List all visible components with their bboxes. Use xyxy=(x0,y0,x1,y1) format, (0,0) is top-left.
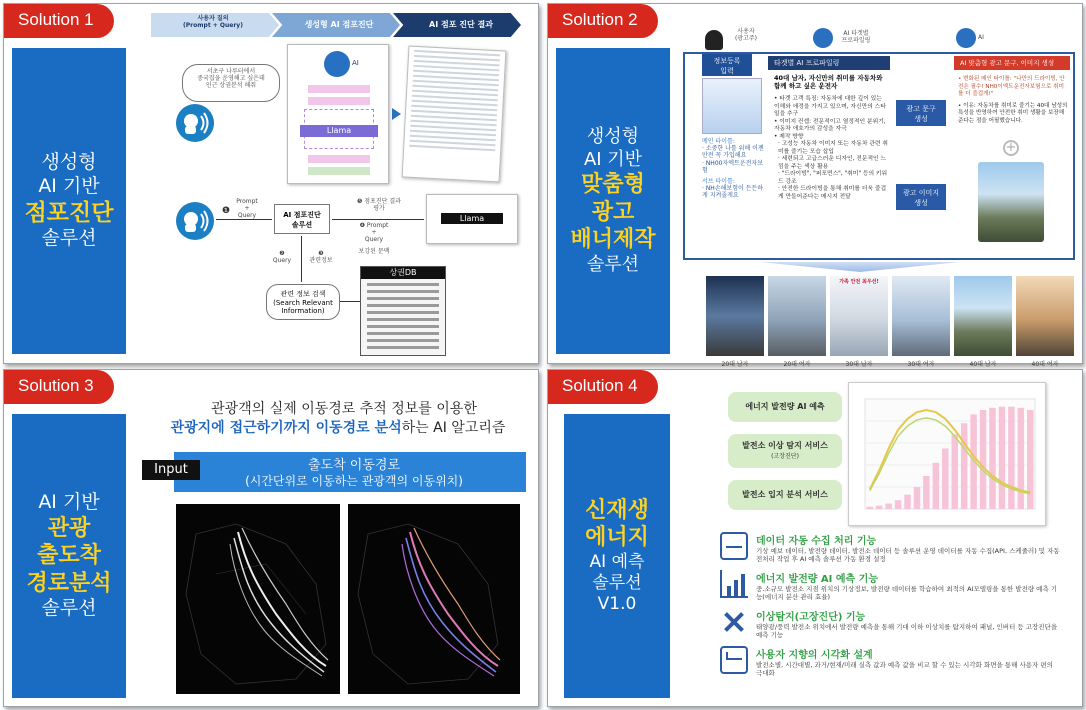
role-ai: AI xyxy=(978,34,984,41)
note-title-sub: 서브 타이틀: xyxy=(702,177,735,185)
role-advertiser: 사용자 (광고주) xyxy=(734,28,758,43)
solution2-panel xyxy=(547,3,1083,368)
ai-profiling-icon xyxy=(813,28,833,48)
thumb-label: 20대 남자 xyxy=(721,361,749,368)
db-panel xyxy=(360,266,446,356)
advertiser-icon xyxy=(705,30,723,50)
solution2-tag: Solution 2 xyxy=(548,4,658,38)
chart-icon xyxy=(720,570,748,598)
db-rows xyxy=(367,283,439,353)
sidebar-line-2: AI 기반 xyxy=(583,148,643,170)
feature-title: 데이터 자동 수집 처리 기능 xyxy=(756,536,877,547)
step3-label xyxy=(306,250,336,264)
feature-title: 이상탐지(고장진단) 기능 xyxy=(756,611,866,623)
feature-title: 사용자 지향의 시각화 설계 xyxy=(756,649,873,661)
voice-user-icon-2 xyxy=(176,202,214,240)
thumb-label: 20대 여자 xyxy=(783,361,811,368)
sidebar-highlight-2: 출도착 xyxy=(37,543,101,569)
down-arrow-icon xyxy=(760,262,960,272)
feature-title: 에너지 발전량 AI 예측 기능 xyxy=(756,573,878,585)
chart-bar xyxy=(1008,407,1014,509)
db-title: 상권DB xyxy=(361,267,445,279)
result-header: AI 맞춤형 광고 문구, 이미지 생성 xyxy=(954,56,1070,70)
model-diagram xyxy=(287,44,389,184)
result-document xyxy=(402,46,507,183)
service-pill-anomaly[interactable] xyxy=(728,434,842,468)
service-anomaly-label: 발전소 이상 탐지 서비스 xyxy=(742,441,828,450)
thumb-label: 30대 남자 xyxy=(845,361,873,368)
sidebar-line-last: 솔루션 xyxy=(41,227,97,250)
sidebar-line-1: 생성형 xyxy=(586,126,640,147)
input-title: 출도착 이동경로 xyxy=(307,458,401,473)
ad-thumbnail xyxy=(1016,276,1074,368)
sidebar-line-1: AI 기반 xyxy=(38,491,100,513)
thumb-caption: 가족 안전 최우선! xyxy=(839,279,879,285)
sidebar-line-2: AI 기반 xyxy=(38,174,100,197)
solution1-sidebar xyxy=(12,48,126,354)
forecast-dashboard xyxy=(848,382,1046,526)
service-pill-energy[interactable]: 에너지 발전량 AI 예측 xyxy=(728,392,842,422)
chart-bar xyxy=(980,410,986,509)
sidebar-line-last: 솔루션 xyxy=(41,597,97,620)
thumb-label: 30대 여자 xyxy=(907,361,935,368)
service-pill-location[interactable]: 발전소 입지 분석 서비스 xyxy=(728,480,842,510)
feature-list xyxy=(720,532,1060,678)
note-main-1: · 소중한 나를 위해 이젠안전 꼭 가입해요 xyxy=(702,145,764,160)
description-rest: 하는 AI 알고리즘 xyxy=(401,420,506,436)
sidebar-line-1: AI 예측 xyxy=(589,551,645,572)
solution3-sidebar xyxy=(12,414,126,698)
solution3-panel xyxy=(3,369,539,707)
sidebar-highlight-3: 배너제작 xyxy=(570,227,656,252)
generate-image-button[interactable]: 광고 이미지 생성 xyxy=(896,184,946,210)
chart-bar xyxy=(895,500,901,509)
profile-point: · 고성능 자동차 이미지 또는 자동차 관련 취미를 즐기는 모습 삽입 xyxy=(778,141,888,155)
thumb-row xyxy=(706,276,1074,368)
tools-icon xyxy=(720,608,748,636)
ad-thumbnail xyxy=(830,276,888,368)
description-line-1: 관광객의 실제 이동경로 추적 정보를 이용한 xyxy=(211,401,477,417)
llama-thumbnail xyxy=(426,194,518,244)
solution1-panel xyxy=(3,3,539,364)
profile-points xyxy=(774,96,888,201)
flow-line-2 xyxy=(332,219,424,220)
note-sub-1: · NH손해보험이 든든하게 지켜줄게요 xyxy=(702,185,764,200)
nh-ad-preview xyxy=(702,78,762,134)
profile-point: · 안전한 드라이빙을 통해 취미를 더욱 즐겁게 만들어준다는 메시지 전달 xyxy=(778,186,887,200)
feature-desc: 기상 예보 데이터, 발전량 데이터, 발전소 데이터 등 솔루션 운영 데이터를 자동 수집(API, 스케줄러) 및 자동 전처리 작업 후 AI 예측 솔루션 가동 환경 설정 xyxy=(756,547,1060,564)
sidebar-highlight-2: 광고 xyxy=(591,199,635,225)
icon-bar xyxy=(734,580,738,596)
feature-desc: 발전소별, 시간대별, 과거/현재/미래 실측 값과 예측 값을 비교 할 수 있는 시각화 화면을 통해 사용자 편의 극대화 xyxy=(756,660,1053,678)
ai-generator-icon xyxy=(956,28,976,48)
sidebar-highlight: 점포진단 xyxy=(24,199,114,226)
chart-bar xyxy=(1018,408,1024,509)
feature-item xyxy=(720,608,1060,640)
chart-bar xyxy=(970,414,976,509)
related-label: 관련정보 xyxy=(309,257,333,265)
route-map-raw xyxy=(176,504,340,694)
speech-bubble-text: 서초구 나루터에서 중국집을 운영해고 싶은데 인근 상권분석 해줘 xyxy=(197,68,265,90)
solution2-sidebar xyxy=(556,48,670,354)
sidebar-line-3: V1.0 xyxy=(597,594,637,615)
query-label: Query xyxy=(272,257,292,265)
step5-label: ❺ 점포진단 결과 평가 xyxy=(357,198,401,213)
chart-bar xyxy=(961,423,967,509)
icon-bar xyxy=(727,586,731,596)
service-anomaly-sub: (고장진단) xyxy=(771,453,799,460)
sidebar-line-last: 솔루션 xyxy=(586,253,640,275)
icon-bar xyxy=(741,574,745,596)
chart-bar xyxy=(952,434,958,509)
step2-label xyxy=(272,250,292,264)
chart-bar xyxy=(885,504,891,510)
llama-block: Llama xyxy=(300,125,378,137)
profile-point: · "드라이빙", "퍼포먼스", "취미" 등의 키워드 강조 xyxy=(778,171,888,185)
search-box: 관련 정보 검색 (Search Relevant Information) xyxy=(266,284,340,320)
note-main-2: · NH00자엑트운전자보험 xyxy=(702,159,764,174)
header-label-3: AI 점포 진단 결과 xyxy=(429,20,493,29)
arrow-right-icon xyxy=(392,108,401,120)
step4-label: ❹ Prompt + Query xyxy=(359,222,389,244)
chart-bar xyxy=(942,449,948,510)
route-map-colored xyxy=(348,504,520,694)
voice-user-icon xyxy=(176,104,214,142)
chart-bar xyxy=(914,487,920,509)
feature-item xyxy=(720,646,1060,678)
plus-icon: + xyxy=(1003,140,1019,156)
profile-point: · 세련되고 고급스러운 디자인, 전문적인 느낌을 주는 색상 활용 xyxy=(778,156,887,170)
profile-point: • 타겟 고객 특징: 자동차에 대한 깊이 있는 이해와 애정을 가지고 있으며, 자신만의 스타일을 추구 xyxy=(774,96,886,118)
result-point: • 변화된 메인 타이틀: "나만의 드라이빙, 안전은 필수! NH0이엑트운전자보험으로 취미를 더 즐겁게!" xyxy=(958,76,1065,98)
sidebar-highlight-1: 관광 xyxy=(47,515,91,541)
thumb-llama-block: Llama xyxy=(441,213,503,224)
diagram-block xyxy=(308,85,370,93)
icon-bar xyxy=(726,546,742,548)
flow-line-db xyxy=(340,301,360,302)
diagram-block xyxy=(308,97,370,105)
center-solution-box: AI 점포진단 솔루션 xyxy=(274,204,330,234)
solution4-tag: Solution 4 xyxy=(548,370,658,404)
ai-head-icon xyxy=(324,51,350,77)
generated-ad-image xyxy=(978,162,1044,242)
header-label-1: 사용자 질의 (Prompt + Query) xyxy=(183,15,243,30)
chart-bar xyxy=(904,495,910,509)
left-notes xyxy=(702,138,766,200)
chart-bar xyxy=(999,407,1005,509)
thumb-label: 40대 여자 xyxy=(1031,361,1059,368)
header-label-2: 생성형 AI 점포진단 xyxy=(304,20,374,29)
ad-thumbnail xyxy=(768,276,826,368)
diagram-block xyxy=(308,155,370,163)
input-label: Input xyxy=(142,460,200,480)
profile-point: • 제작 방향 xyxy=(774,133,804,140)
step1-marker: ❶ xyxy=(222,206,231,216)
chart-bar xyxy=(989,408,995,509)
feature-item xyxy=(720,532,1060,564)
ad-thumbnail xyxy=(954,276,1012,368)
solution4-sidebar xyxy=(564,414,670,698)
result-points xyxy=(958,76,1068,125)
step3-marker: ❸ xyxy=(318,250,324,257)
forecast-chart xyxy=(849,383,1045,525)
sidebar-line-2: 솔루션 xyxy=(592,572,642,593)
ad-thumbnail xyxy=(706,276,764,368)
doc-line xyxy=(409,145,495,151)
chart-bar xyxy=(1027,410,1033,509)
ai-label: AI xyxy=(352,59,359,67)
icon-bar xyxy=(726,652,742,660)
sidebar-line-1: 생성형 xyxy=(41,151,97,173)
role-ai-profiling: AI 타겟별 프로파일링 xyxy=(841,30,871,45)
profiling-header: 타겟별 AI 프로파일링 xyxy=(768,56,890,70)
chart-bar xyxy=(933,463,939,509)
generate-text-button[interactable]: 광고 문구 생성 xyxy=(896,100,946,126)
chart-bar xyxy=(867,507,873,509)
ad-thumbnail xyxy=(892,276,950,368)
profile-title: 40대 남자, 자신만의 취미를 자동차와 함께 하고 싶은 운전자 xyxy=(774,74,883,91)
data-collection-icon xyxy=(720,532,748,560)
input-subtitle: (시간단위로 이동하는 관광객의 이동위치) xyxy=(245,474,463,488)
feature-desc: 중.소규모 발전소 지점 위치의 기상정보, 발전량 데이터를 학습하여 최적의 AI모델링을 통한 발전량 예측 기능(에너지 분산 관리 효율) xyxy=(756,584,1058,602)
flow-line-down xyxy=(301,236,302,282)
sidebar-highlight-2: 에너지 xyxy=(585,525,649,551)
description-line-2 xyxy=(138,417,538,437)
prompt-query-label: Prompt + Query xyxy=(236,198,258,220)
sidebar-highlight-1: 맞춤형 xyxy=(581,172,645,197)
description-highlight: 관광지에 접근하기까지 이동경로 분석 xyxy=(170,420,402,436)
diagram-block xyxy=(308,167,370,175)
augmented-context-label: 보강된 문맥 xyxy=(358,248,390,255)
solution4-panel xyxy=(547,369,1083,707)
chart-bar xyxy=(923,476,929,509)
result-point: • 이유: 자동차를 취미로 즐기는 40대 남성의 특성을 반영하여 안전한 취미 생활을 보장해 준다는 점을 어필했습니다. xyxy=(958,102,1068,124)
note-title-main: 메인 타이틀: xyxy=(702,138,735,145)
solution3-tag: Solution 3 xyxy=(4,370,114,404)
sidebar-highlight-1: 신재생 xyxy=(585,497,649,523)
info-register-header: 정보등록 입력 xyxy=(702,54,752,76)
feature-desc: 태양광/풍력 발전소 위치에서 발전량 예측을 통해 기대 이하 이상치를 탐지하여 패널, 인버터 등 고장진단을 예측 기능 xyxy=(756,622,1058,640)
feature-item xyxy=(720,570,1060,602)
dashboard-icon xyxy=(720,646,748,674)
solution1-tag: Solution 1 xyxy=(4,4,114,38)
profile-point: • 이미지 컨셉: 전문적이고 열정적인 분위기, 자동차 애호가의 감성을 자극 xyxy=(774,118,886,133)
chart-bar xyxy=(876,506,882,509)
step2-marker: ❷ xyxy=(279,250,285,257)
sidebar-highlight-3: 경로분석 xyxy=(26,570,112,596)
thumb-label: 40대 남자 xyxy=(969,361,997,368)
